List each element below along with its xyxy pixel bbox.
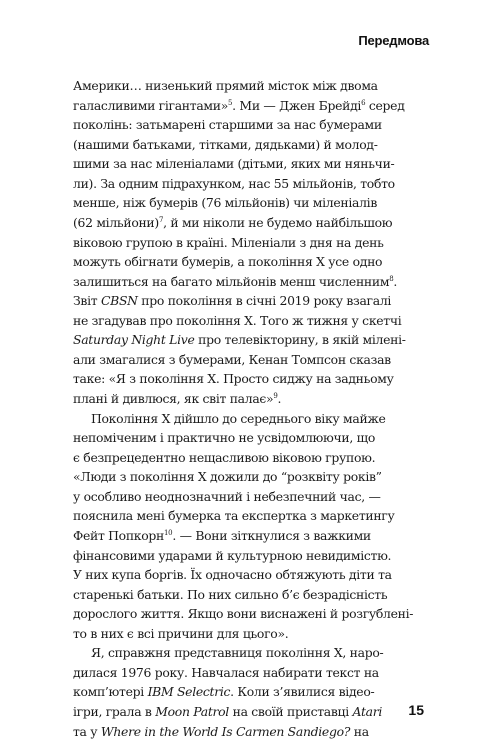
text-line — [73, 193, 419, 213]
text-run: поколінь: затьмарені старшими за нас бумерами — [73, 117, 382, 133]
text-run: Покоління Х дійшло до середнього віку майже — [91, 410, 386, 426]
text-line — [73, 115, 419, 135]
text-line — [73, 76, 419, 96]
text-line — [73, 135, 419, 155]
text-line — [73, 369, 419, 389]
italic-title: Atari — [352, 704, 382, 719]
text-line — [73, 487, 419, 507]
italic-title: Moon Patrol — [155, 704, 229, 719]
text-run: у особливо неоднозначний і небезпечний час, — — [73, 488, 381, 504]
footnote-marker: 9 — [273, 392, 278, 400]
text-line — [73, 409, 419, 429]
text-line — [73, 311, 419, 331]
text-line — [73, 722, 419, 742]
text-line — [73, 565, 419, 585]
text-line — [73, 702, 419, 722]
text-run: дилася 1976 року. Навчалася набирати текст на — [73, 664, 379, 680]
text-line — [73, 682, 419, 702]
text-line — [73, 154, 419, 174]
text-line — [73, 96, 419, 116]
text-run: та у — [73, 723, 101, 739]
text-line — [73, 272, 419, 292]
text-run: ігри, грала в — [73, 704, 156, 719]
text-run: Америки… низенький прямий місток між двома — [73, 78, 378, 93]
text-run: про покоління в січні 2019 року взагалі — [137, 293, 392, 309]
text-line — [73, 663, 419, 683]
text-run: не згадував про покоління Х. Того ж тижня у скетчі — [73, 312, 402, 328]
footnote-marker: 8 — [389, 274, 394, 283]
text-line — [73, 604, 419, 624]
text-run: комп’ютері — [73, 684, 148, 700]
text-run: непоміченим і практично не усвідомлюючи, що — [73, 430, 375, 446]
text-line — [73, 448, 419, 468]
text-run: можуть обігнати бумерів, а покоління Х усе одно — [73, 254, 383, 270]
footnote-marker: 5 — [228, 98, 233, 107]
text-run: ли). За одним підрахунком, нас 55 мільйонів, тобто — [73, 175, 395, 191]
text-run: менше, ніж бумерів (76 мільйонів) чи міленіалів — [73, 195, 378, 211]
text-run: галасливими гігантами» — [73, 97, 228, 113]
running-header: Передмова — [358, 33, 429, 48]
text-run: (нашими батьками, тітками, дядьками) й молод- — [73, 136, 378, 152]
italic-title: IBM Selectric — [147, 684, 231, 700]
text-run: таке: «Я з покоління Х. Просто сиджу на задньому — [73, 371, 394, 387]
text-line — [73, 213, 419, 233]
text-line — [73, 174, 419, 194]
text-run: на — [350, 723, 369, 739]
footnote-marker: 7 — [158, 215, 164, 224]
page-number: 15 — [408, 702, 424, 718]
text-run: шими за нас міленіалами (дітьми, яких ми няньчи- — [73, 156, 395, 172]
text-run: . — [277, 391, 282, 406]
text-line — [73, 389, 419, 409]
text-run: фінансовими ударами й культурною невидимістю. — [73, 547, 392, 563]
text-run: Звіт — [73, 293, 101, 309]
text-run: , й ми ніколи не будемо найбільшою — [163, 214, 393, 230]
text-run: «Люди з покоління Х дожили до “розквіту років” — [73, 469, 382, 485]
text-line — [73, 252, 419, 272]
footnote-marker: 6 — [361, 98, 366, 107]
text-line — [73, 585, 419, 605]
text-run: віковою групою в країні. Міленіали з дня на день — [73, 234, 384, 250]
italic-title: Where in the World Is Carmen Sandiego? — [100, 723, 351, 739]
text-run: є безпрецедентно нещасливою віковою групою. — [73, 449, 376, 465]
text-line — [73, 428, 419, 448]
text-run: . Ми — Джен Брейді — [232, 97, 362, 113]
text-run: . Коли з’явилися відео- — [230, 684, 375, 700]
text-run: плані й дивлюся, як світ палає» — [73, 391, 274, 406]
text-run: то в них є всі причини для цього». — [73, 625, 289, 641]
text-line — [73, 506, 419, 526]
body-text — [73, 76, 419, 741]
text-run: (62 мільйони) — [73, 214, 159, 230]
text-line — [73, 624, 419, 644]
text-run: . — [393, 273, 397, 289]
text-run: али змагалися з бумерами, Кенан Томпсон сказав — [73, 351, 391, 367]
italic-title: Saturday Night Live — [73, 332, 195, 348]
footnote-marker: 10 — [164, 528, 173, 537]
text-line — [73, 643, 419, 663]
text-line — [73, 526, 419, 546]
text-line — [73, 330, 419, 350]
text-line — [73, 233, 419, 253]
text-run: У них купа боргів. Їх одночасно обтяжують діти та — [73, 567, 392, 583]
text-run: старенькі батьки. По них сильно б’є безрадісність — [73, 586, 388, 602]
text-line — [73, 350, 419, 370]
text-line — [73, 546, 419, 566]
text-line — [73, 291, 419, 311]
text-run: Я, справжня представниця покоління Х, наро- — [91, 645, 384, 661]
text-run: пояснила мені бумерка та експертка з маркетингу — [73, 508, 395, 524]
text-run: на своїй приставці — [228, 704, 353, 719]
text-run: дорослого життя. Якщо вони виснажені й розгублені- — [73, 606, 414, 622]
italic-title: CBSN — [100, 293, 138, 309]
text-run: Фейт Попкорн — [73, 527, 164, 543]
text-run: серед — [365, 97, 405, 113]
text-line — [73, 467, 419, 487]
text-run: залишиться на багато мільйонів менш численним — [73, 273, 390, 289]
text-run: про телевікторину, в якій мілені- — [194, 332, 406, 348]
text-run: . — Вони зіткнулися з важкими — [172, 527, 371, 543]
